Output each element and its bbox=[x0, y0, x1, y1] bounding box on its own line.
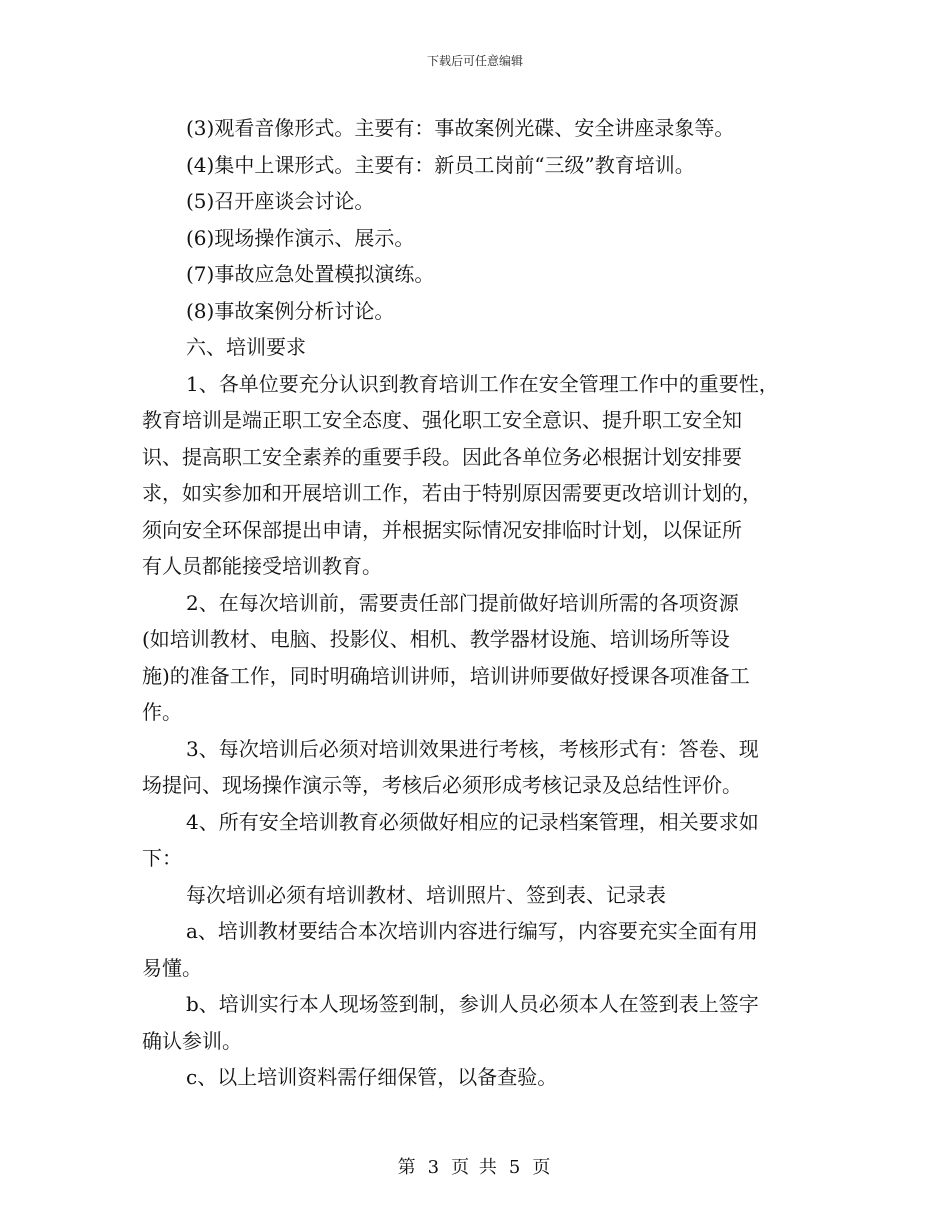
text-line: 1、各单位要充分认识到教育培训工作在安全管理工作中的重要性， bbox=[186, 371, 779, 396]
text-line: 场提问、现场操作演示等，考核后必须形成考核记录及总结性评价。 bbox=[142, 773, 742, 797]
text-line: 易懂。 bbox=[142, 955, 202, 980]
document-body bbox=[142, 110, 808, 1096]
text-line: 3、每次培训后必须对培训效果进行考核，考核形式有：答卷、现 bbox=[186, 736, 759, 761]
text-line: (4)集中上课形式。主要有：新员工岗前“三级”教育培训。 bbox=[186, 152, 695, 177]
text-line: a、培训教材要结合本次培训内容进行编写，内容要充实全面有用 bbox=[186, 919, 758, 943]
footer-prefix: 第 bbox=[397, 1157, 418, 1178]
text-line: (8)事故案例分析讨论。 bbox=[186, 298, 395, 323]
text-line: 须向安全环保部提出申请，并根据实际情况安排临时计划，以保证所 bbox=[142, 517, 742, 542]
page-header: 下载后可任意编辑 bbox=[426, 54, 523, 68]
text-line: 施)的准备工作，同时明确培训讲师，培训讲师要做好授课各项准备工 bbox=[142, 663, 750, 688]
text-line: 确认参训。 bbox=[142, 1028, 242, 1053]
text-line: 4、所有安全培训教育必须做好相应的记录档案管理，相关要求如 bbox=[186, 809, 759, 834]
text-line: 教育培训是端正职工安全态度、强化职工安全意识、提升职工安全知 bbox=[142, 408, 742, 432]
text-line: (3)观看音像形式。主要有：事故案例光碟、安全讲座录象等。 bbox=[186, 116, 735, 140]
text-line: b、培训实行本人现场签到制，参训人员必须本人在签到表上签字 bbox=[186, 992, 759, 1016]
text-line: 识、提高职工安全素养的重要手段。因此各单位务必根据计划安排要 bbox=[142, 444, 742, 469]
text-line: 求，如实参加和开展培训工作，若由于特别原因需要更改培训计划的， bbox=[142, 481, 762, 505]
text-line: 作。 bbox=[142, 700, 182, 724]
text-line: (如培训教材、电脑、投影仪、相机、教学器材设施、培训场所等设 bbox=[142, 627, 730, 651]
text-line: (5)召开座谈会讨论。 bbox=[186, 189, 375, 213]
footer-middle: 页 共 bbox=[451, 1157, 499, 1178]
current-page-number: 3 bbox=[427, 1157, 442, 1178]
text-line: 每次培训必须有培训教材、培训照片、签到表、记录表 bbox=[186, 882, 666, 907]
total-page-count: 5 bbox=[508, 1157, 523, 1178]
text-line: 2、在每次培训前，需要责任部门提前做好培训所需的各项资源 bbox=[186, 590, 739, 615]
footer-suffix: 页 bbox=[532, 1157, 553, 1178]
text-line: (7)事故应急处置模拟演练。 bbox=[186, 262, 435, 286]
section-heading: 六、培训要求 bbox=[186, 335, 306, 359]
text-line: 下： bbox=[142, 846, 182, 870]
text-line: (6)现场操作演示、展示。 bbox=[186, 225, 415, 250]
text-line: 有人员都能接受培训教育。 bbox=[142, 554, 382, 578]
page-footer bbox=[0, 1153, 950, 1179]
text-line: c、以上培训资料需仔细保管，以备查验。 bbox=[186, 1065, 558, 1089]
